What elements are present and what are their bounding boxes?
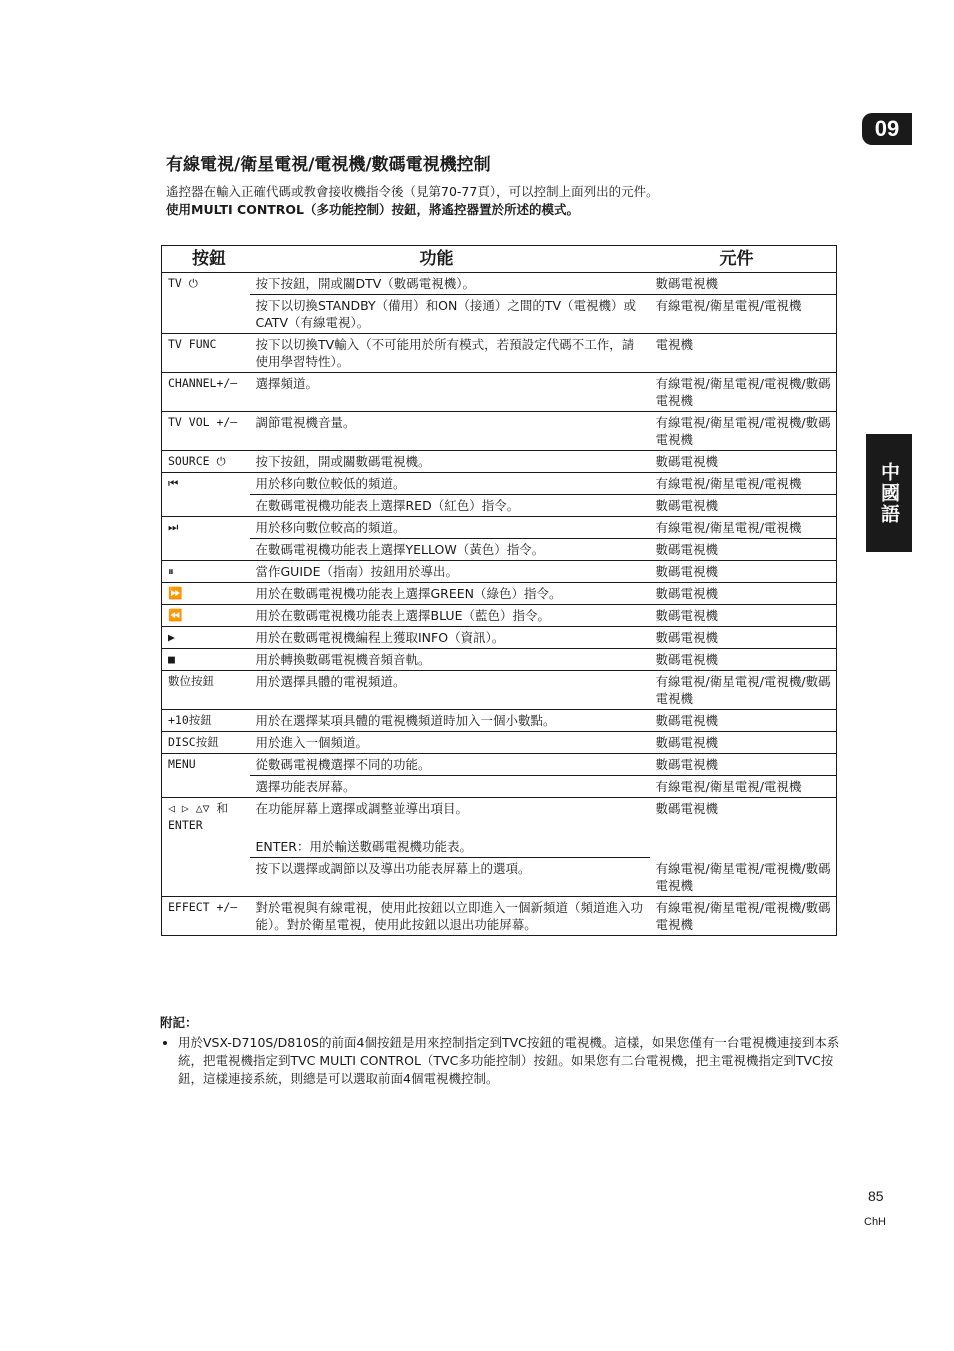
component-cell: 數碼電視機 (650, 495, 837, 517)
button-name-cell: ⏸ (162, 561, 250, 583)
button-name-cell: ⏮ (162, 473, 250, 495)
page-language-code: ChH (864, 1216, 887, 1228)
function-cell: 按下按鈕，開或關DTV（數碼電視機）。 (250, 273, 650, 295)
button-name-cell (162, 858, 250, 897)
header-function: 功能 (250, 246, 650, 273)
component-cell: 數碼電視機 (650, 451, 837, 473)
function-cell: 用於進入一個頻道。 (250, 732, 650, 754)
button-name-cell: TV ⏻ (162, 273, 250, 295)
button-name-cell: TV FUNC (162, 334, 250, 373)
intro-line-1: 遙控器在輸入正確代碼或教會接收機指令後（見第70-77頁），可以控制上面列出的元件。 (166, 184, 659, 199)
function-cell: 對於電視與有線電視，使用此按鈕以立即進入一個新頻道（頻道進入功能）。對於衛星電視，使用此按鈕以退出功能屏幕。 (250, 896, 650, 935)
function-cell: 從數碼電視機選擇不同的功能。 (250, 754, 650, 776)
button-name-cell (162, 836, 250, 858)
button-name-cell: SOURCE ⏻ (162, 451, 250, 473)
note-item: • 用於VSX-D710S/D810S的前面4個按鈕是用來控制指定到TVC按鈕的電視機。這樣，如果您僅有一台電視機連接到本系統，把電視機指定到TVC MULTI CONTROL（TVC多功能控制）按鈕。如果您有二台電視機，把主電視機指定到TVC按鈕，這樣連接系統，則總是可以選取前面4個電視機控制。 (178, 1034, 850, 1088)
button-name-cell (162, 539, 250, 561)
function-cell: 按下以選擇或調節以及導出功能表屏幕上的選項。 (250, 858, 650, 897)
function-cell: 用於在數碼電視機編程上獲取INFO（資訊）。 (250, 627, 650, 649)
notes-list (160, 1034, 850, 1088)
component-cell: 有線電視/衛星電視/電視機/數碼電視機 (650, 858, 837, 897)
component-cell: 有線電視/衛星電視/電視機 (650, 295, 837, 334)
button-name-cell: +10按鈕 (162, 710, 250, 732)
header-component: 元件 (650, 246, 837, 273)
component-cell: 數碼電視機 (650, 561, 837, 583)
component-cell: 數碼電視機 (650, 605, 837, 627)
controls-table (161, 245, 837, 936)
button-name-cell: DISC按鈕 (162, 732, 250, 754)
table-row (162, 295, 837, 334)
button-name-cell (162, 295, 250, 334)
component-cell: 有線電視/衛星電視/電視機 (650, 473, 837, 495)
table-row (162, 671, 837, 710)
component-cell (650, 836, 837, 858)
page-title: 有線電視/衛星電視/電視機/數碼電視機控制 (166, 155, 491, 175)
function-cell: 用於在數碼電視機功能表上選擇GREEN（綠色）指令。 (250, 583, 650, 605)
table-row (162, 412, 837, 451)
language-tab: 中國語 (866, 434, 912, 552)
button-name-cell (162, 776, 250, 798)
table-row (162, 273, 837, 295)
table-row (162, 649, 837, 671)
table-row (162, 583, 837, 605)
button-name-cell: ■ (162, 649, 250, 671)
table-row (162, 754, 837, 776)
component-cell: 有線電視/衛星電視/電視機/數碼電視機 (650, 412, 837, 451)
table-row (162, 710, 837, 732)
button-name-cell: 數位按鈕 (162, 671, 250, 710)
function-cell: 在功能屏幕上選擇或調整並導出項目。 (255, 801, 469, 816)
component-cell: 數碼電視機 (650, 273, 837, 295)
page-number: 85 (868, 1188, 884, 1204)
intro-line-2: 使用MULTI CONTROL（多功能控制）按鈕，將遙控器置於所述的模式。 (166, 202, 580, 217)
component-cell: 數碼電視機 (650, 754, 837, 776)
component-cell: 有線電視/衛星電視/電視機 (650, 517, 837, 539)
component-cell: 有線電視/衛星電視/電視機/數碼電視機 (650, 671, 837, 710)
button-name-cell: EFFECT +/– (162, 896, 250, 935)
function-cell: 用於選擇具體的電視頻道。 (250, 671, 650, 710)
table-row (162, 896, 837, 935)
function-cell: 用於在選擇某項具體的電視機頻道時加入一個小數點。 (250, 710, 650, 732)
function-cell: 用於在數碼電視機功能表上選擇BLUE（藍色）指令。 (250, 605, 650, 627)
component-cell: 數碼電視機 (650, 583, 837, 605)
table-row (162, 776, 837, 798)
button-name-cell: ◁ ▷ △▽ 和ENTER (162, 798, 250, 837)
table-row (162, 836, 837, 858)
function-cell: 用於移向數位較高的頻道。 (250, 517, 650, 539)
button-name-cell: CHANNEL+/– (162, 373, 250, 412)
table-row (162, 334, 837, 373)
button-name-cell: ⏪ (162, 605, 250, 627)
header-button: 按鈕 (162, 246, 250, 273)
notes (160, 1014, 850, 1088)
button-name-cell: ⏭ (162, 517, 250, 539)
button-name-cell: ▶ (162, 627, 250, 649)
function-cell: 按下以切換STANDBY（備用）和ON（接通）之間的TV（電視機）或CATV（有線電視）。 (250, 295, 650, 334)
function-cell: 調節電視機音量。 (250, 412, 650, 451)
table-row (162, 473, 837, 495)
function-cell: 用於移向數位較低的頻道。 (250, 473, 650, 495)
table-row (162, 798, 837, 837)
button-name-cell (162, 495, 250, 517)
notes-heading: 附記： (160, 1015, 198, 1030)
table-row (162, 605, 837, 627)
table-row (162, 858, 837, 897)
component-cell: 數碼電視機 (650, 627, 837, 649)
table-row (162, 627, 837, 649)
table-row (162, 451, 837, 473)
table-row (162, 561, 837, 583)
function-cell: 當作GUIDE（指南）按鈕用於導出。 (250, 561, 650, 583)
table-row (162, 373, 837, 412)
button-name-cell: MENU (162, 754, 250, 776)
component-cell: 數碼電視機 (650, 649, 837, 671)
table-row (162, 517, 837, 539)
component-cell: 有線電視/衛星電視/電視機 (650, 776, 837, 798)
function-cell: 按下以切換TV輸入（不可能用於所有模式，若預設定代碼不工作，請使用學習特性）。 (250, 334, 650, 373)
function-cell: 用於轉換數碼電視機音頻音軌。 (250, 649, 650, 671)
table-row (162, 732, 837, 754)
component-cell: 數碼電視機 (650, 539, 837, 561)
button-name-cell: TV VOL +/– (162, 412, 250, 451)
function-cell: ENTER：用於輸送數碼電視機功能表。 (250, 836, 650, 858)
function-cell: 選擇頻道。 (250, 373, 650, 412)
component-cell: 有線電視/衛星電視/電視機/數碼電視機 (650, 896, 837, 935)
component-cell: 數碼電視機 (650, 732, 837, 754)
function-cell: 在數碼電視機功能表上選擇RED（紅色）指令。 (250, 495, 650, 517)
component-cell: 電視機 (650, 334, 837, 373)
table-header-row (162, 246, 837, 273)
table-row (162, 539, 837, 561)
function-cell: 按下按鈕，開或關數碼電視機。 (250, 451, 650, 473)
component-cell: 數碼電視機 (650, 710, 837, 732)
chapter-tab: 09 (862, 113, 912, 145)
function-cell: 在數碼電視機功能表上選擇YELLOW（黃色）指令。 (250, 539, 650, 561)
button-name-cell: ⏩ (162, 583, 250, 605)
component-cell: 數碼電視機 (650, 798, 837, 837)
intro-text (166, 183, 659, 219)
function-cell: 選擇功能表屏幕。 (250, 776, 650, 798)
table-row (162, 495, 837, 517)
component-cell: 有線電視/衛星電視/電視機/數碼電視機 (650, 373, 837, 412)
